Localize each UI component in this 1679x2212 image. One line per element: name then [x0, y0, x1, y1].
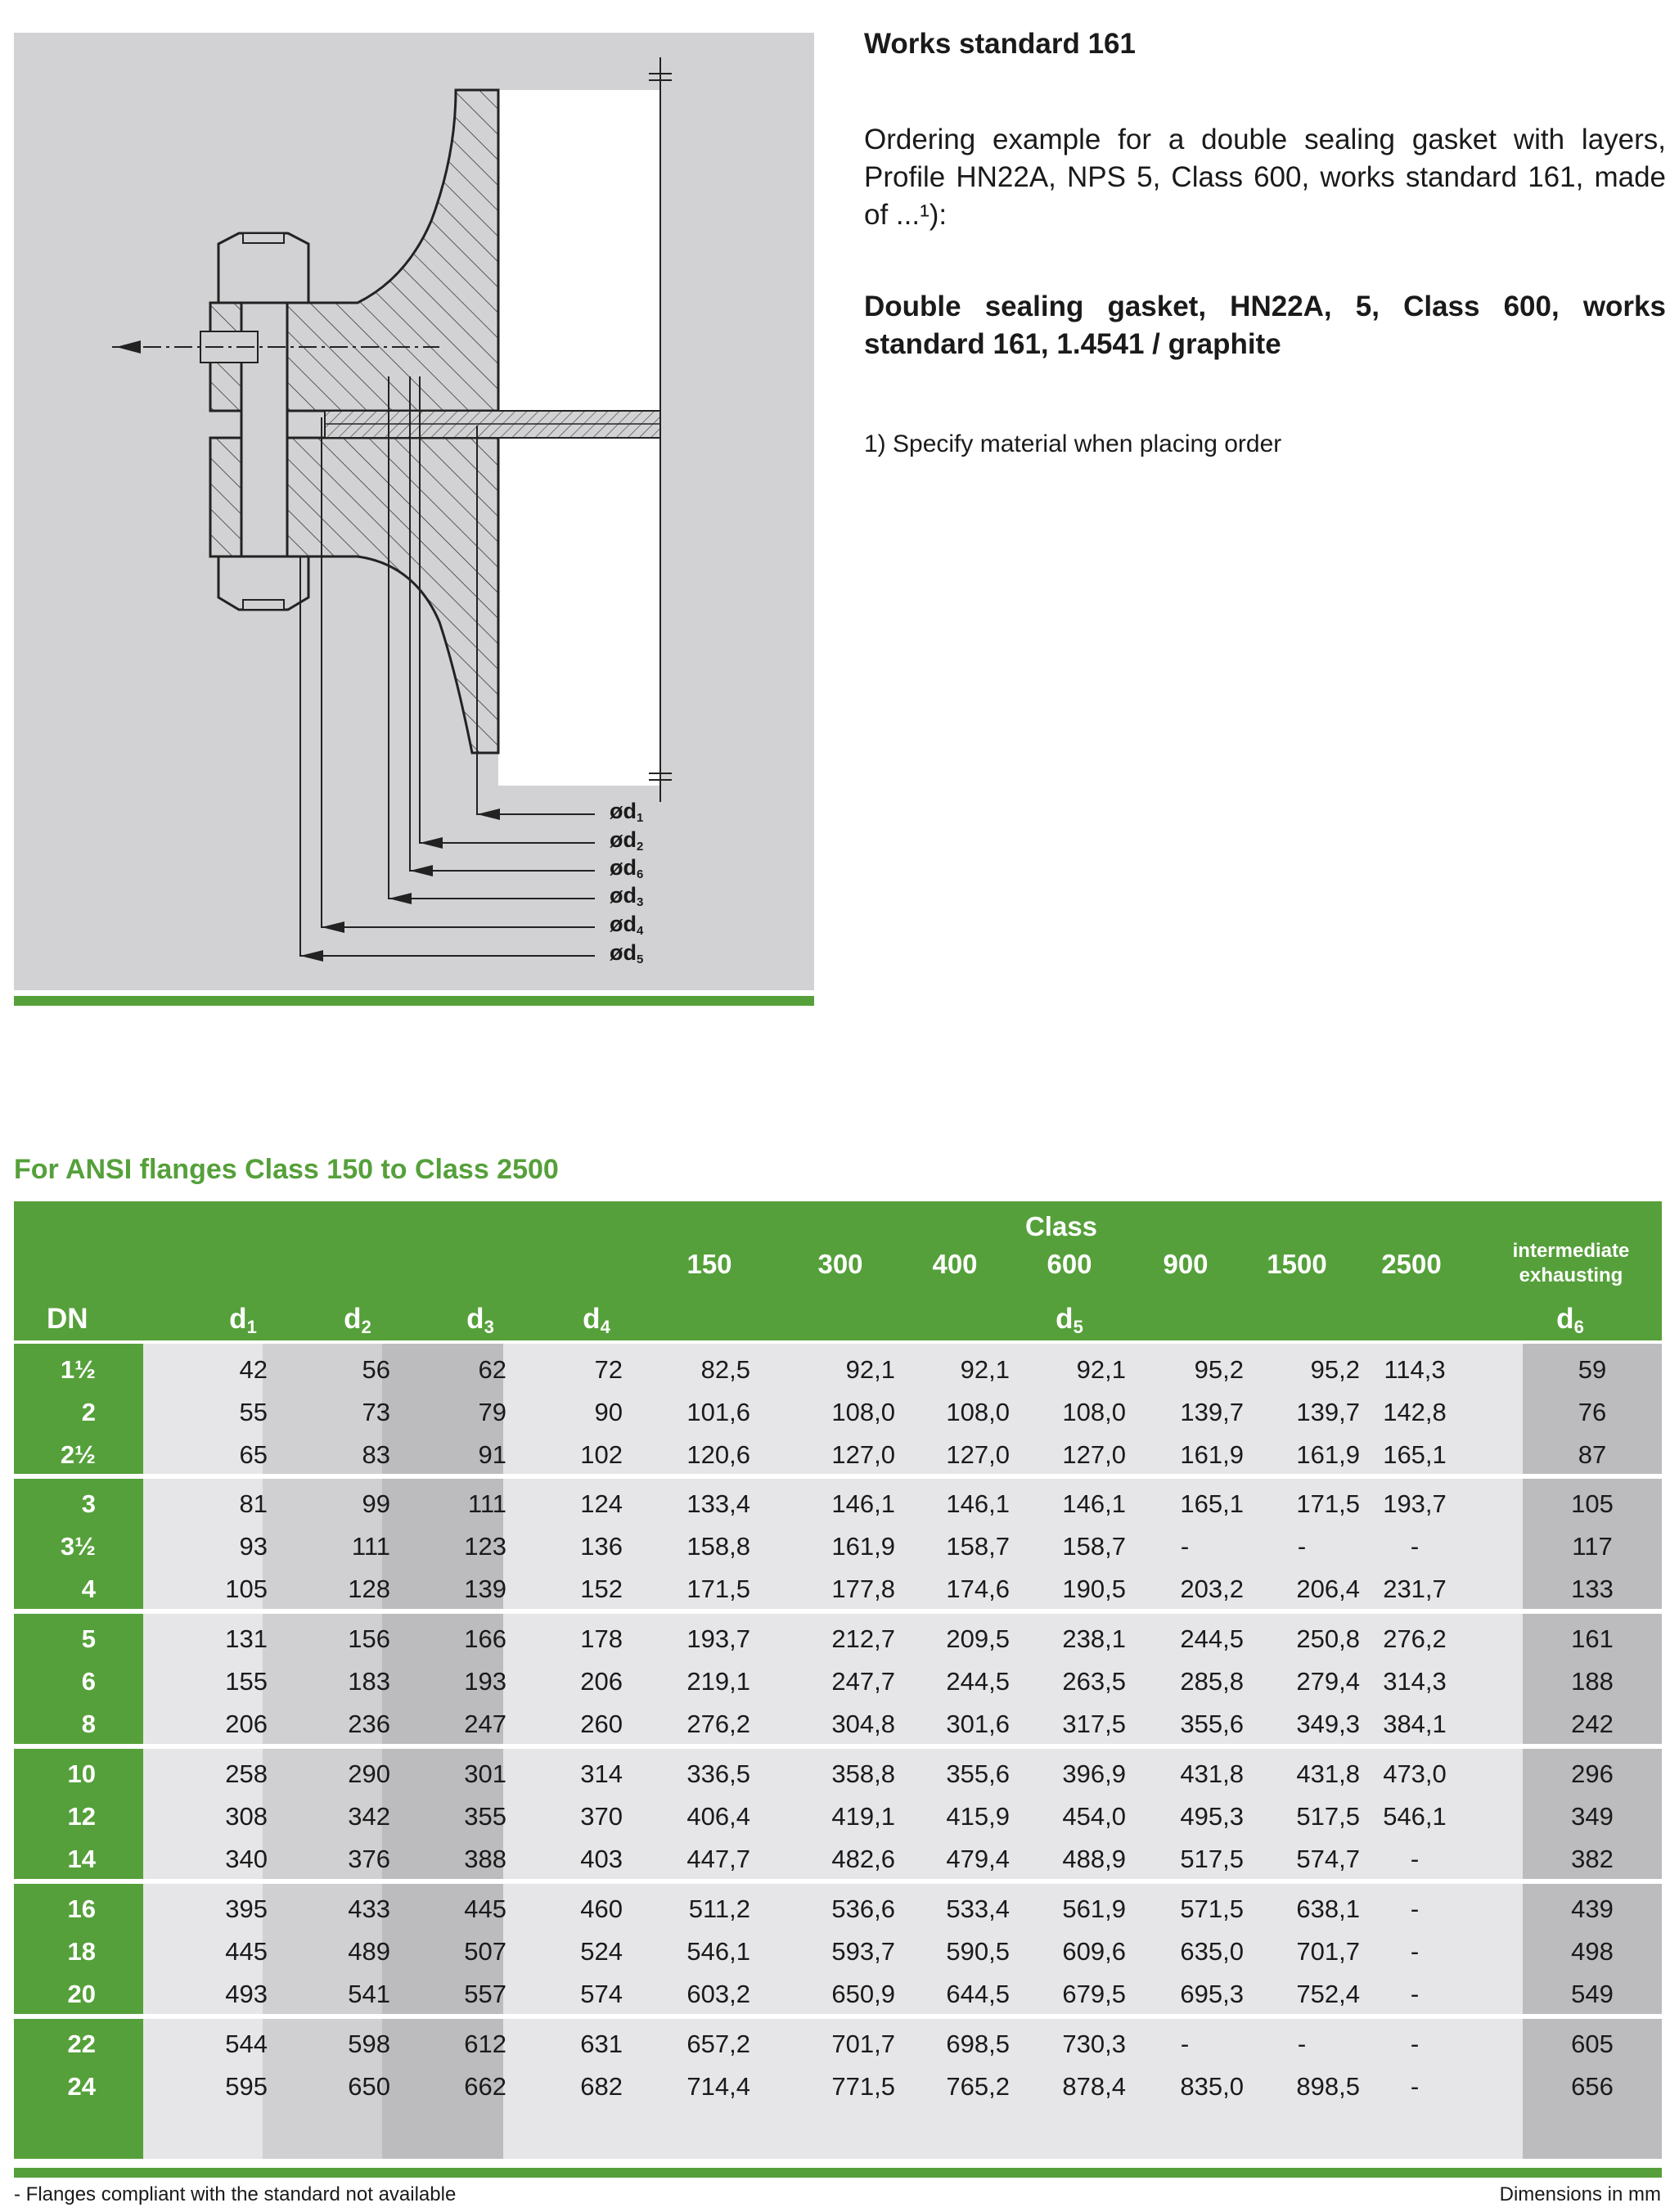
cell-d5-class2500: 314,3 — [1383, 1667, 1447, 1696]
cell-d5-class600: 190,5 — [1062, 1575, 1126, 1603]
cell-d5-class1500: 250,8 — [1296, 1624, 1360, 1653]
cell-d5-class600: 878,4 — [1062, 2072, 1126, 2101]
cell-d6: 549 — [1571, 1980, 1614, 2008]
table-row — [14, 1434, 1662, 1476]
cell-d5-class400: 644,5 — [946, 1980, 1010, 2008]
cell-d5-class2500: 193,7 — [1383, 1489, 1447, 1518]
cell-d2: 156 — [348, 1624, 390, 1653]
cell-d5-class300: 593,7 — [831, 1937, 895, 1966]
cell-d3: 111 — [467, 1489, 506, 1518]
class-900: 900 — [1163, 1249, 1209, 1279]
cell-d5-class900: - — [1180, 2030, 1190, 2058]
table-row — [14, 1973, 1662, 2016]
cell-d5-class900: 431,8 — [1180, 1759, 1244, 1788]
cell-d2: 650 — [348, 2072, 390, 2101]
dimension-table — [14, 1201, 1662, 2159]
cell-d5-class1500: 574,7 — [1296, 1845, 1360, 1873]
cell-d3: 91 — [478, 1440, 506, 1469]
cell-d3: 507 — [464, 1937, 506, 1966]
cell-d6: 349 — [1571, 1802, 1614, 1831]
cell-d5-class600: 263,5 — [1062, 1667, 1126, 1696]
cell-d5-class2500: 142,8 — [1383, 1398, 1447, 1426]
cell-d5-class900: 139,7 — [1180, 1398, 1244, 1426]
cell-d5-class300: 482,6 — [831, 1845, 895, 1873]
cell-d1: 395 — [225, 1894, 268, 1923]
cell-d4: 136 — [580, 1532, 623, 1561]
cell-d5-class1500: 701,7 — [1296, 1937, 1360, 1966]
cell-d5-class600: 108,0 — [1062, 1398, 1126, 1426]
cell-d5-class1500: - — [1297, 1532, 1307, 1561]
label-d3: $ød_3$ — [610, 883, 644, 909]
group-separator — [14, 1340, 1662, 1344]
cell-dn: 16 — [67, 1894, 96, 1923]
cell-d5-class300: 771,5 — [831, 2072, 895, 2101]
cell-d2: 290 — [348, 1759, 390, 1788]
class-1500: 1500 — [1267, 1249, 1327, 1279]
cell-d1: 340 — [225, 1845, 268, 1873]
table-bottom-bar — [14, 2168, 1662, 2178]
cell-d5-class300: 161,9 — [831, 1532, 895, 1561]
label-d4: $ød_4$ — [610, 912, 644, 938]
cell-d5-class300: 127,0 — [831, 1440, 895, 1469]
cell-d6: 59 — [1578, 1355, 1607, 1384]
cell-d5-class600: 679,5 — [1062, 1980, 1126, 2008]
label-d5: $ød_5$ — [610, 940, 644, 966]
label-d2: $ød_2$ — [610, 827, 644, 854]
cell-dn: 14 — [67, 1845, 96, 1873]
flange-section-drawing — [14, 33, 814, 990]
label-d6: $ød_6$ — [610, 855, 644, 881]
table-row — [14, 1888, 1662, 1930]
cell-d5-class300: 304,8 — [831, 1710, 895, 1738]
cell-dn: 1½ — [60, 1355, 96, 1384]
cell-d5-class400: 158,7 — [946, 1532, 1010, 1561]
cell-d5-class1500: 279,4 — [1296, 1667, 1360, 1696]
cell-d5-class1500: 95,2 — [1310, 1355, 1360, 1384]
cell-d5-class400: 301,6 — [946, 1710, 1010, 1738]
cell-d5-class600: 92,1 — [1076, 1355, 1126, 1384]
cell-d5-class400: 479,4 — [946, 1845, 1010, 1873]
class-600: 600 — [1047, 1249, 1092, 1279]
gasket-drawing — [14, 33, 814, 990]
cell-d5-class1500: 517,5 — [1296, 1802, 1360, 1831]
cell-d3: 388 — [464, 1845, 506, 1873]
note-dimensions: Dimensions in mm — [1499, 2183, 1661, 2205]
cell-d6: 382 — [1571, 1845, 1614, 1873]
cell-d1: 493 — [225, 1980, 268, 2008]
table-row — [14, 1618, 1662, 1660]
cell-d2: 111 — [351, 1532, 390, 1561]
cell-d1: 258 — [225, 1759, 268, 1788]
cell-d5-class600: 561,9 — [1062, 1894, 1126, 1923]
cell-d5-class2500: - — [1410, 2072, 1420, 2101]
cell-d3: 557 — [464, 1980, 506, 2008]
cell-d2: 83 — [362, 1440, 390, 1469]
col-d5: $d_5$ — [1056, 1303, 1083, 1337]
table-row — [14, 1703, 1662, 1746]
cell-d4: 178 — [580, 1624, 623, 1653]
cell-d5-class150: 603,2 — [686, 1980, 750, 2008]
table-row — [14, 1568, 1662, 1611]
cell-d2: 598 — [348, 2030, 390, 2058]
col-d1: $d_1$ — [229, 1303, 257, 1337]
cell-d3: 193 — [464, 1667, 506, 1696]
dimension-arrowheads — [300, 809, 500, 962]
cell-d4: 124 — [580, 1489, 623, 1518]
cell-d3: 139 — [464, 1575, 506, 1603]
cell-d5-class1500: 206,4 — [1296, 1575, 1360, 1603]
cell-d5-class1500: 752,4 — [1296, 1980, 1360, 2008]
cell-d5-class2500: - — [1410, 1845, 1420, 1873]
exhaust-arrow-icon — [116, 340, 141, 354]
table-row — [14, 2023, 1662, 2066]
cell-d5-class1500: - — [1297, 2030, 1307, 2058]
cell-d5-class900: 635,0 — [1180, 1937, 1244, 1966]
table-row — [14, 2066, 1662, 2108]
cell-d2: 433 — [348, 1894, 390, 1923]
cell-d5-class900: 95,2 — [1194, 1355, 1244, 1384]
cell-d5-class300: 177,8 — [831, 1575, 895, 1603]
table-title: For ANSI flanges Class 150 to Class 2500 — [14, 1154, 559, 1185]
cell-d1: 42 — [239, 1355, 268, 1384]
cell-d5-class300: 650,9 — [831, 1980, 895, 2008]
table-row — [14, 1795, 1662, 1838]
cell-d5-class600: 730,3 — [1062, 2030, 1126, 2058]
cell-d5-class1500: 161,9 — [1296, 1440, 1360, 1469]
cell-d5-class1500: 638,1 — [1296, 1894, 1360, 1923]
label-d1: $ød_1$ — [610, 799, 644, 825]
footnote: 1) Specify material when placing order — [864, 430, 1282, 457]
cell-d5-class600: 609,6 — [1062, 1937, 1126, 1966]
cell-d5-class300: 536,6 — [831, 1894, 895, 1923]
cell-d5-class150: 120,6 — [686, 1440, 750, 1469]
cell-d2: 128 — [348, 1575, 390, 1603]
cell-d5-class150: 101,6 — [686, 1398, 750, 1426]
cell-d5-class2500: 546,1 — [1383, 1802, 1447, 1831]
standard-title: Works standard 161 — [864, 28, 1136, 60]
cell-d5-class1500: 139,7 — [1296, 1398, 1360, 1426]
cell-d3: 662 — [464, 2072, 506, 2101]
cell-d4: 631 — [580, 2030, 623, 2058]
cell-d5-class300: 358,8 — [831, 1759, 895, 1788]
intermediate-label: intermediate exhausting — [1512, 1240, 1630, 1286]
cell-d5-class600: 396,9 — [1062, 1759, 1126, 1788]
cell-d5-class900: 285,8 — [1180, 1667, 1244, 1696]
cell-d1: 445 — [225, 1937, 268, 1966]
cell-dn: 5 — [81, 1624, 96, 1653]
table-row — [14, 1838, 1662, 1881]
cell-d2: 342 — [348, 1802, 390, 1831]
cell-d5-class2500: 384,1 — [1383, 1710, 1447, 1738]
cell-dn: 12 — [67, 1802, 96, 1831]
cell-d5-class150: 219,1 — [686, 1667, 750, 1696]
cell-d5-class400: 590,5 — [946, 1937, 1010, 1966]
cell-d3: 445 — [464, 1894, 506, 1923]
cell-d5-class300: 146,1 — [831, 1489, 895, 1518]
cell-d2: 56 — [362, 1355, 390, 1384]
cell-dn: 8 — [81, 1710, 96, 1738]
cell-d5-class900: - — [1180, 1532, 1190, 1561]
cell-d5-class150: 193,7 — [686, 1624, 750, 1653]
cell-d5-class400: 415,9 — [946, 1802, 1010, 1831]
cell-d4: 524 — [580, 1937, 623, 1966]
cell-d5-class600: 488,9 — [1062, 1845, 1126, 1873]
cell-d1: 595 — [225, 2072, 268, 2101]
table-row — [14, 1753, 1662, 1795]
table-row — [14, 1525, 1662, 1568]
cell-d4: 403 — [580, 1845, 623, 1873]
cell-d5-class400: 146,1 — [946, 1489, 1010, 1518]
note-not-available: - Flanges compliant with the standard not available — [14, 2183, 457, 2205]
cell-d2: 73 — [362, 1398, 390, 1426]
cell-d6: 605 — [1571, 2030, 1614, 2058]
cell-d6: 76 — [1578, 1398, 1607, 1426]
cell-d1: 131 — [225, 1624, 268, 1653]
cell-d5-class2500: 231,7 — [1383, 1575, 1447, 1603]
cell-d6: 161 — [1571, 1624, 1614, 1653]
cell-d1: 93 — [239, 1532, 268, 1561]
cell-d3: 79 — [478, 1398, 506, 1426]
class-header: Class — [1024, 1211, 1098, 1241]
cell-dn: 2½ — [60, 1440, 96, 1469]
cell-d5-class300: 247,7 — [831, 1667, 895, 1696]
cell-d5-class2500: 114,3 — [1384, 1355, 1446, 1384]
cell-d5-class2500: - — [1410, 1937, 1420, 1966]
cell-d5-class600: 317,5 — [1062, 1710, 1126, 1738]
cell-d5-class2500: - — [1410, 2030, 1420, 2058]
cell-d5-class900: 571,5 — [1180, 1894, 1244, 1923]
cell-dn: 24 — [67, 2072, 96, 2101]
cell-d2: 541 — [348, 1980, 390, 2008]
cell-d4: 314 — [580, 1759, 623, 1788]
cell-d2: 183 — [348, 1667, 390, 1696]
cell-d3: 301 — [464, 1759, 506, 1788]
cell-d5-class1500: 898,5 — [1296, 2072, 1360, 2101]
cell-d5-class900: 165,1 — [1180, 1489, 1244, 1518]
table-row — [14, 1349, 1662, 1391]
cell-d5-class400: 92,1 — [960, 1355, 1010, 1384]
cell-d5-class150: 276,2 — [686, 1710, 750, 1738]
cell-d5-class400: 355,6 — [946, 1759, 1010, 1788]
cell-dn: 4 — [81, 1575, 96, 1603]
cell-d5-class600: 146,1 — [1062, 1489, 1126, 1518]
bore-upper — [498, 90, 660, 434]
cell-d5-class300: 212,7 — [831, 1624, 895, 1653]
cell-d5-class400: 533,4 — [946, 1894, 1010, 1923]
cell-d5-class900: 161,9 — [1180, 1440, 1244, 1469]
cell-d5-class900: 355,6 — [1180, 1710, 1244, 1738]
cell-d2: 236 — [348, 1710, 390, 1738]
class-400: 400 — [932, 1249, 978, 1279]
cell-d5-class150: 546,1 — [686, 1937, 750, 1966]
cell-d5-class150: 406,4 — [686, 1802, 750, 1831]
cell-d5-class600: 454,0 — [1062, 1802, 1126, 1831]
figure-underline — [14, 996, 814, 1006]
cell-d6: 439 — [1571, 1894, 1614, 1923]
cell-d5-class400: 765,2 — [946, 2072, 1010, 2101]
cell-d6: 242 — [1571, 1710, 1614, 1738]
cell-d5-class150: 657,2 — [686, 2030, 750, 2058]
cell-dn: 2 — [81, 1398, 96, 1426]
cell-dn: 22 — [67, 2030, 96, 2058]
cell-d5-class150: 82,5 — [700, 1355, 750, 1384]
cell-d4: 460 — [580, 1894, 623, 1923]
cell-d2: 99 — [362, 1489, 390, 1518]
cell-d3: 355 — [464, 1802, 506, 1831]
cell-d5-class2500: - — [1410, 1980, 1420, 2008]
cell-d5-class150: 133,4 — [686, 1489, 750, 1518]
cell-dn: 10 — [67, 1759, 96, 1788]
class-300: 300 — [817, 1249, 863, 1279]
cell-d6: 87 — [1578, 1440, 1607, 1469]
cell-d1: 65 — [239, 1440, 268, 1469]
cell-d5-class600: 238,1 — [1062, 1624, 1126, 1653]
cell-d6: 105 — [1571, 1489, 1614, 1518]
cell-d3: 166 — [464, 1624, 506, 1653]
cell-d1: 55 — [239, 1398, 268, 1426]
cell-d5-class2500: 276,2 — [1383, 1624, 1447, 1653]
cell-d5-class600: 158,7 — [1062, 1532, 1126, 1561]
cell-d4: 682 — [580, 2072, 623, 2101]
cell-d4: 260 — [580, 1710, 623, 1738]
class-150: 150 — [686, 1249, 732, 1279]
col-d3: $d_3$ — [466, 1303, 494, 1337]
cell-d5-class900: 517,5 — [1180, 1845, 1244, 1873]
cell-d5-class300: 701,7 — [831, 2030, 895, 2058]
cell-d3: 123 — [464, 1532, 506, 1561]
cell-d5-class2500: 473,0 — [1383, 1759, 1447, 1788]
col-d2: $d_2$ — [344, 1303, 371, 1337]
cell-dn: 6 — [81, 1667, 96, 1696]
class-2500: 2500 — [1381, 1249, 1442, 1279]
cell-d5-class900: 244,5 — [1180, 1624, 1244, 1653]
cell-d5-class400: 127,0 — [946, 1440, 1010, 1469]
cell-d6: 656 — [1571, 2072, 1614, 2101]
cell-d4: 152 — [580, 1575, 623, 1603]
cell-d5-class900: 695,3 — [1180, 1980, 1244, 2008]
cell-d1: 544 — [225, 2030, 268, 2058]
cell-d5-class300: 108,0 — [831, 1398, 895, 1426]
cell-dn: 3 — [81, 1489, 96, 1518]
cell-d1: 81 — [239, 1489, 268, 1518]
cell-dn: 20 — [67, 1980, 96, 2008]
col-d4: $d_4$ — [583, 1303, 610, 1337]
cell-d4: 574 — [580, 1980, 623, 2008]
cell-d1: 105 — [225, 1575, 268, 1603]
cell-d5-class2500: 165,1 — [1383, 1440, 1447, 1469]
cell-d5-class400: 209,5 — [946, 1624, 1010, 1653]
cell-d6: 133 — [1571, 1575, 1614, 1603]
col-dn: DN — [47, 1303, 88, 1335]
cell-d5-class1500: 431,8 — [1296, 1759, 1360, 1788]
ordering-example: Ordering example for a double sealing gasket with layers, Profile HN22A, NPS 5, Class 600, works standard 161, made of ...¹): — [864, 124, 1666, 231]
cell-d5-class400: 108,0 — [946, 1398, 1010, 1426]
cell-d2: 489 — [348, 1937, 390, 1966]
cell-d3: 62 — [478, 1355, 506, 1384]
col-d6: $d_6$ — [1556, 1303, 1584, 1337]
table-row — [14, 1483, 1662, 1525]
table-row — [14, 1660, 1662, 1703]
cell-d5-class900: 203,2 — [1180, 1575, 1244, 1603]
cell-d5-class150: 158,8 — [686, 1532, 750, 1561]
cell-d6: 188 — [1571, 1667, 1614, 1696]
cell-d4: 206 — [580, 1667, 623, 1696]
table-header — [14, 1201, 1662, 1342]
cell-d5-class2500: - — [1410, 1532, 1420, 1561]
cell-d4: 102 — [580, 1440, 623, 1469]
cell-d5-class400: 698,5 — [946, 2030, 1010, 2058]
cell-d5-class150: 336,5 — [686, 1759, 750, 1788]
cell-d5-class900: 835,0 — [1180, 2072, 1244, 2101]
cell-d4: 90 — [594, 1398, 623, 1426]
cell-d6: 117 — [1572, 1532, 1613, 1561]
cell-d3: 612 — [464, 2030, 506, 2058]
cell-d1: 308 — [225, 1802, 268, 1831]
table-row — [14, 1930, 1662, 1973]
cell-d6: 498 — [1571, 1937, 1614, 1966]
bore-lower — [498, 417, 660, 786]
cell-d2: 376 — [348, 1845, 390, 1873]
cell-d5-class150: 511,2 — [688, 1894, 750, 1923]
cell-d5-class300: 419,1 — [831, 1802, 895, 1831]
cell-d5-class150: 447,7 — [686, 1845, 750, 1873]
cell-d3: 247 — [464, 1710, 506, 1738]
cell-d5-class2500: - — [1410, 1894, 1420, 1923]
cell-d5-class400: 244,5 — [946, 1667, 1010, 1696]
cell-d5-class1500: 349,3 — [1296, 1710, 1360, 1738]
cell-d5-class150: 171,5 — [686, 1575, 750, 1603]
cell-d5-class1500: 171,5 — [1296, 1489, 1360, 1518]
cell-d4: 72 — [594, 1355, 623, 1384]
cell-dn: 3½ — [60, 1532, 96, 1561]
cell-d5-class150: 714,4 — [686, 2072, 750, 2101]
cell-d5-class300: 92,1 — [845, 1355, 895, 1384]
cell-d1: 206 — [225, 1710, 268, 1738]
cell-d1: 155 — [225, 1667, 268, 1696]
cell-d5-class600: 127,0 — [1062, 1440, 1126, 1469]
cell-d4: 370 — [580, 1802, 623, 1831]
ordering-designation: Double sealing gasket, HN22A, 5, Class 600, works standard 161, 1.4541 / graphite — [864, 291, 1666, 360]
cell-d5-class900: 495,3 — [1180, 1802, 1244, 1831]
cell-dn: 18 — [67, 1937, 96, 1966]
table-row — [14, 1391, 1662, 1434]
table-body — [14, 1342, 1662, 2159]
cell-d5-class400: 174,6 — [946, 1575, 1010, 1603]
cell-d6: 296 — [1571, 1759, 1614, 1788]
